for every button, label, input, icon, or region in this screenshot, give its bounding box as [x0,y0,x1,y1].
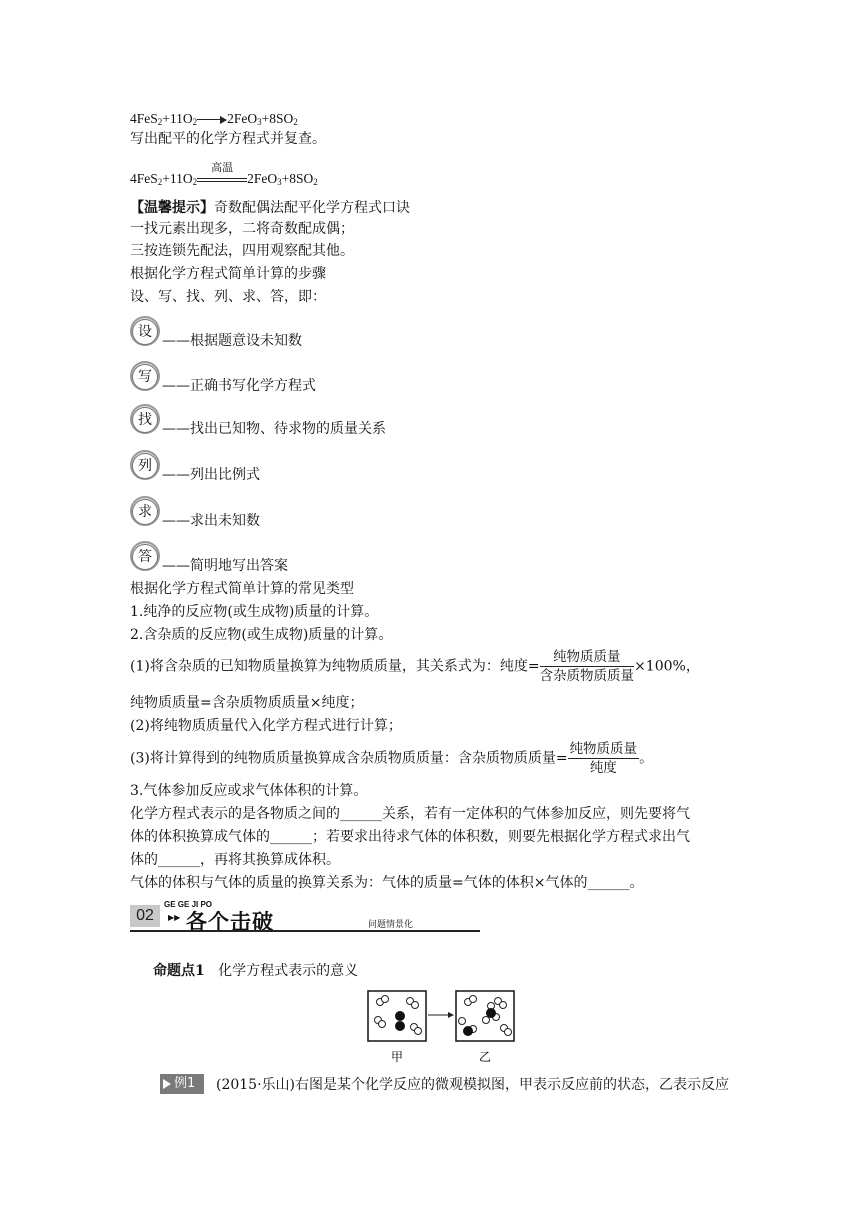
eq-term: 2Fe [247,171,268,186]
step-text: ——列出比例式 [162,467,260,483]
tip-line-1: 一找元素出现多，二将奇数配成偶； [130,221,354,237]
fraction-denominator: 含杂质物质质量 [539,668,635,684]
eq-sub: 2 [293,117,298,127]
fraction [540,648,635,685]
purity-line: 纯物质质量=含杂质物质质量×纯度； [130,695,364,711]
types-heading: 根据化学方程式简单计算的常见类型 [130,581,354,597]
type-1: 1.纯净的反应物(或生成物)质量的计算。 [130,604,379,620]
eq-term: 4FeS [130,171,158,186]
type-2: 2.含杂质的反应物(或生成物)质量的计算。 [130,627,393,643]
balance-instruction: 写出配平的化学方程式并复查。 [130,131,326,147]
eq-sub: 2 [192,177,198,187]
eq-term: 2Fe [227,111,248,126]
fraction-numerator: 纯物质质量 [540,648,635,667]
double-arrow-icon: ▶▶ [168,913,181,922]
eq-sub: 2 [192,117,198,127]
step-2-text: (2)将纯物质质量代入化学方程式进行计算； [130,718,402,734]
diagram-label-left: 甲 [390,1050,404,1064]
condition-label: 高温 [211,161,234,174]
step-text: ——正确书写化学方程式 [162,378,316,394]
tip-line-2: 三按连锁先配法，四用观察配其他。 [130,243,354,259]
fraction-denominator: 纯度 [589,760,617,776]
section-rule [130,930,480,932]
fraction-numerator: 纯物质质量 [569,741,638,757]
eq-sub: 2 [313,177,318,187]
section-number: 02 [130,905,160,927]
impure-formula [130,740,653,777]
section-pinyin: GE GE JI PO [164,900,213,909]
section-subtitle: 问题情景化 [368,920,414,930]
tip-title: 奇数配偶法配平化学方程式口诀 [214,200,410,216]
play-icon [163,1079,171,1089]
eq-term: +11O [162,171,193,186]
tip [130,199,410,217]
gas-line-1: 化学方程式表示的是各物质之间的______关系，若有一定体积的气体参加反应，则先要将气 [130,806,690,822]
reaction-arrow [197,116,227,124]
gas-line-2: 体的体积换算成气体的______；若要求出待求气体的体积数，则要先根据化学方程式求出气 [130,829,690,845]
example-badge [160,1074,204,1094]
type-3: 3.气体参加反应或求气体体积的计算。 [130,783,368,799]
eq-term: 4FeS [130,111,158,126]
diagram-label-right: 乙 [478,1050,492,1064]
eq-term: O [267,171,278,186]
step-text: ——求出未知数 [162,513,260,529]
tip-label: 【温馨提示】 [130,200,214,216]
formula-text: (1)将含杂质的已知物质量换算为纯物质质量，其关系式为：纯度= [130,658,540,675]
eq-term: +8SO [261,111,294,126]
fraction [568,740,640,777]
eq-term: +8SO [281,171,314,186]
proposition-label: 命题点1 [153,963,205,979]
step-badge: 答 [130,541,160,571]
step-badge: 设 [130,316,160,346]
proposition-heading [153,962,358,980]
eq-sub: 3 [257,117,262,127]
eq-sub: 2 [157,177,163,187]
eq-term: O [247,111,258,126]
eq-sub: 3 [277,177,282,187]
gas-line-4: 气体的体积与气体的质量的换算关系为：气体的质量=气体的体积×气体的______。 [130,875,644,891]
formula-text: ×100%， [634,658,700,675]
step-badge: 求 [130,496,160,526]
example-label: 例1 [174,1076,196,1091]
formula-text: (3)将计算得到的纯物质质量换算成含杂质物质质量：含杂质物质质量= [130,750,568,767]
eq-term: +11O [162,111,193,126]
example-text: (2015·乐山)右图是某个化学反应的微观模拟图，甲表示反应前的状态，乙表示反应 [216,1077,730,1093]
steps-summary: 设、写、找、列、求、答，即： [130,289,326,305]
step-text: ——找出已知物、待求物的质量关系 [162,421,386,437]
step-text: ——简明地写出答案 [162,558,288,574]
section-title: 各个击破 [186,910,274,934]
reaction-condition [197,161,247,185]
steps-heading: 根据化学方程式简单计算的步骤 [130,266,326,282]
eq-sub: 2 [157,117,163,127]
purity-formula [130,648,700,685]
balanced-equation [130,161,318,188]
step-badge: 列 [130,450,160,480]
formula-text: 。 [639,750,654,767]
reaction-diagram [360,985,530,1067]
step-badge: 写 [130,361,160,391]
section-banner [130,900,480,932]
step-badge: 找 [130,404,160,434]
unbalanced-equation [130,110,298,128]
proposition-title: 化学方程式表示的意义 [218,963,359,979]
gas-line-3: 体的______，再将其换算成体积。 [130,852,340,868]
step-text: ——根据题意设未知数 [162,333,302,349]
